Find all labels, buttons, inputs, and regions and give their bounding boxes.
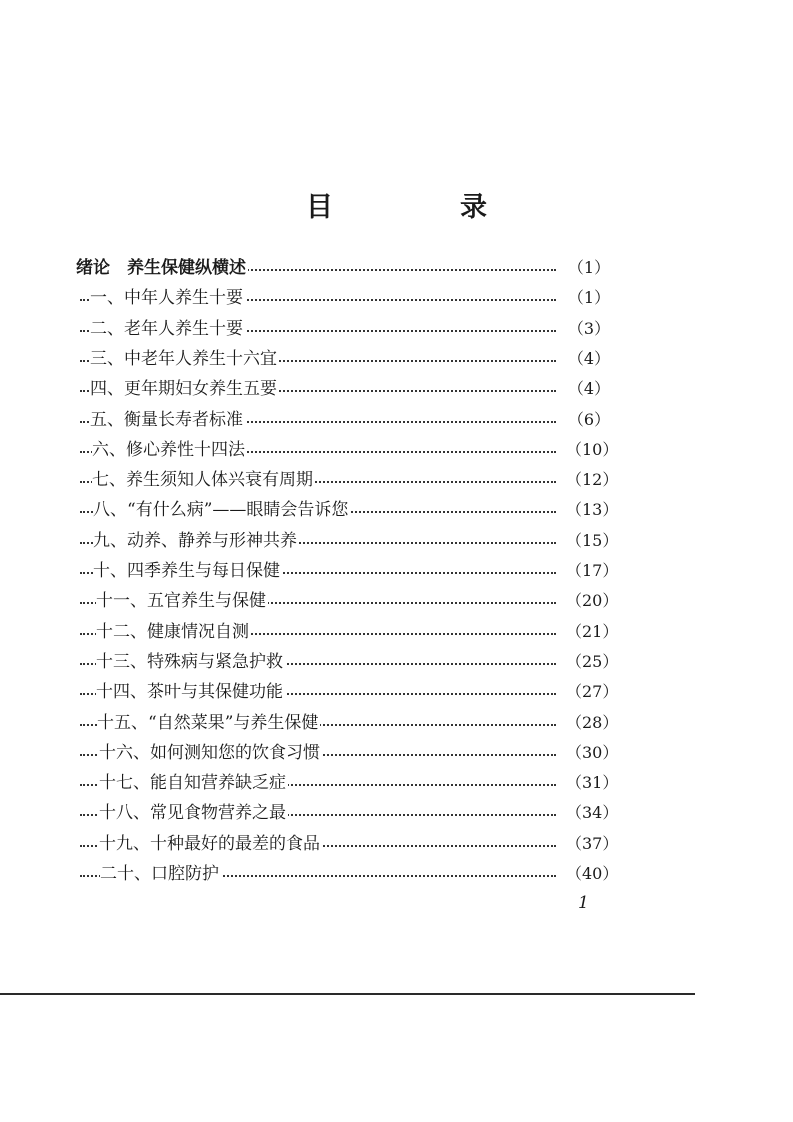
toc-entry-title: 四、更年期妇女养生五要	[90, 374, 279, 404]
toc-entry-page: （25）	[566, 647, 612, 677]
toc-entry-page: （10）	[566, 435, 612, 465]
toc-entry	[0, 556, 793, 586]
toc-entry-title: 十九、十种最好的最差的食品	[99, 829, 322, 859]
toc-entry-title: 十三、特殊病与紧急护救	[96, 647, 285, 677]
toc-entry-page: （27）	[566, 677, 612, 707]
toc-entry-title: 十一、五官养生与保健	[96, 586, 268, 616]
toc-entry-page: （40）	[566, 859, 612, 889]
toc-entry-page: （28）	[566, 708, 612, 738]
toc-entry-page: （37）	[566, 829, 612, 859]
toc-entry-page: （12）	[566, 465, 612, 495]
toc-entry-title: 二、老年人养生十要	[90, 314, 245, 344]
toc-entry	[0, 405, 793, 435]
toc-entry	[0, 495, 793, 525]
toc-entry-title: 十二、健康情况自测	[96, 617, 251, 647]
toc-entry-page: （3）	[566, 314, 612, 344]
toc-entry-intro	[0, 253, 793, 283]
toc-entry-page: （1）	[566, 283, 612, 313]
toc-entry-title: 十、四季养生与每日保健	[93, 556, 282, 586]
toc-entry-page: （30）	[566, 738, 612, 768]
toc-entry-title: 十七、能自知营养缺乏症	[99, 768, 288, 798]
bottom-rule	[0, 993, 695, 995]
toc-entry	[0, 738, 793, 768]
toc-entry-page: （4）	[566, 344, 612, 374]
page-number: 1	[578, 893, 589, 913]
toc-entry-title: 九、动养、静养与形神共养	[93, 526, 299, 556]
toc-entry	[0, 859, 793, 889]
toc-entry	[0, 283, 793, 313]
toc-entry-title: 十八、常见食物营养之最	[99, 798, 288, 828]
toc-entry-title: 三、中老年人养生十六宜	[90, 344, 279, 374]
toc-entry	[0, 465, 793, 495]
toc-entry	[0, 374, 793, 404]
toc-entry-page: （13）	[566, 495, 612, 525]
toc-entry	[0, 829, 793, 859]
toc-entry	[0, 768, 793, 798]
toc-entry	[0, 617, 793, 647]
toc-entry	[0, 647, 793, 677]
page-title: 目 录	[306, 192, 537, 223]
toc-entry	[0, 708, 793, 738]
toc-entry	[0, 435, 793, 465]
toc-entry	[0, 344, 793, 374]
toc-entry-page: （17）	[566, 556, 612, 586]
toc-entry-title: 十六、如何测知您的饮食习惯	[99, 738, 322, 768]
toc-entry	[0, 314, 793, 344]
toc-entry-title: 一、中年人养生十要	[90, 283, 245, 313]
toc-entry-title: 绪论 养生保健纵横述	[76, 253, 248, 283]
toc-entry-title: 八、“有什么病”——眼睛会告诉您	[93, 495, 350, 525]
toc-entry	[0, 677, 793, 707]
toc-entry-page: （15）	[566, 526, 612, 556]
toc-entry-title: 二十、口腔防护	[100, 859, 221, 889]
toc-entry-page: （20）	[566, 586, 612, 616]
toc-entry	[0, 586, 793, 616]
toc-entry	[0, 798, 793, 828]
toc-entry-title: 五、衡量长寿者标准	[90, 405, 245, 435]
toc-entry-title: 六、修心养性十四法	[92, 435, 247, 465]
toc-entry-page: （1）	[566, 253, 612, 283]
toc-entry-page: （6）	[566, 405, 612, 435]
toc-entry-page: （31）	[566, 768, 612, 798]
toc-entry	[0, 526, 793, 556]
toc-entry-page: （21）	[566, 617, 612, 647]
toc-entry-title: 十四、茶叶与其保健功能	[96, 677, 285, 707]
toc-entry-page: （34）	[566, 798, 612, 828]
toc-entry-title: 七、养生须知人体兴衰有周期	[92, 465, 315, 495]
toc-entry-title: 十五、“自然菜果”与养生保健	[97, 708, 320, 738]
toc-entry-page: （4）	[566, 374, 612, 404]
